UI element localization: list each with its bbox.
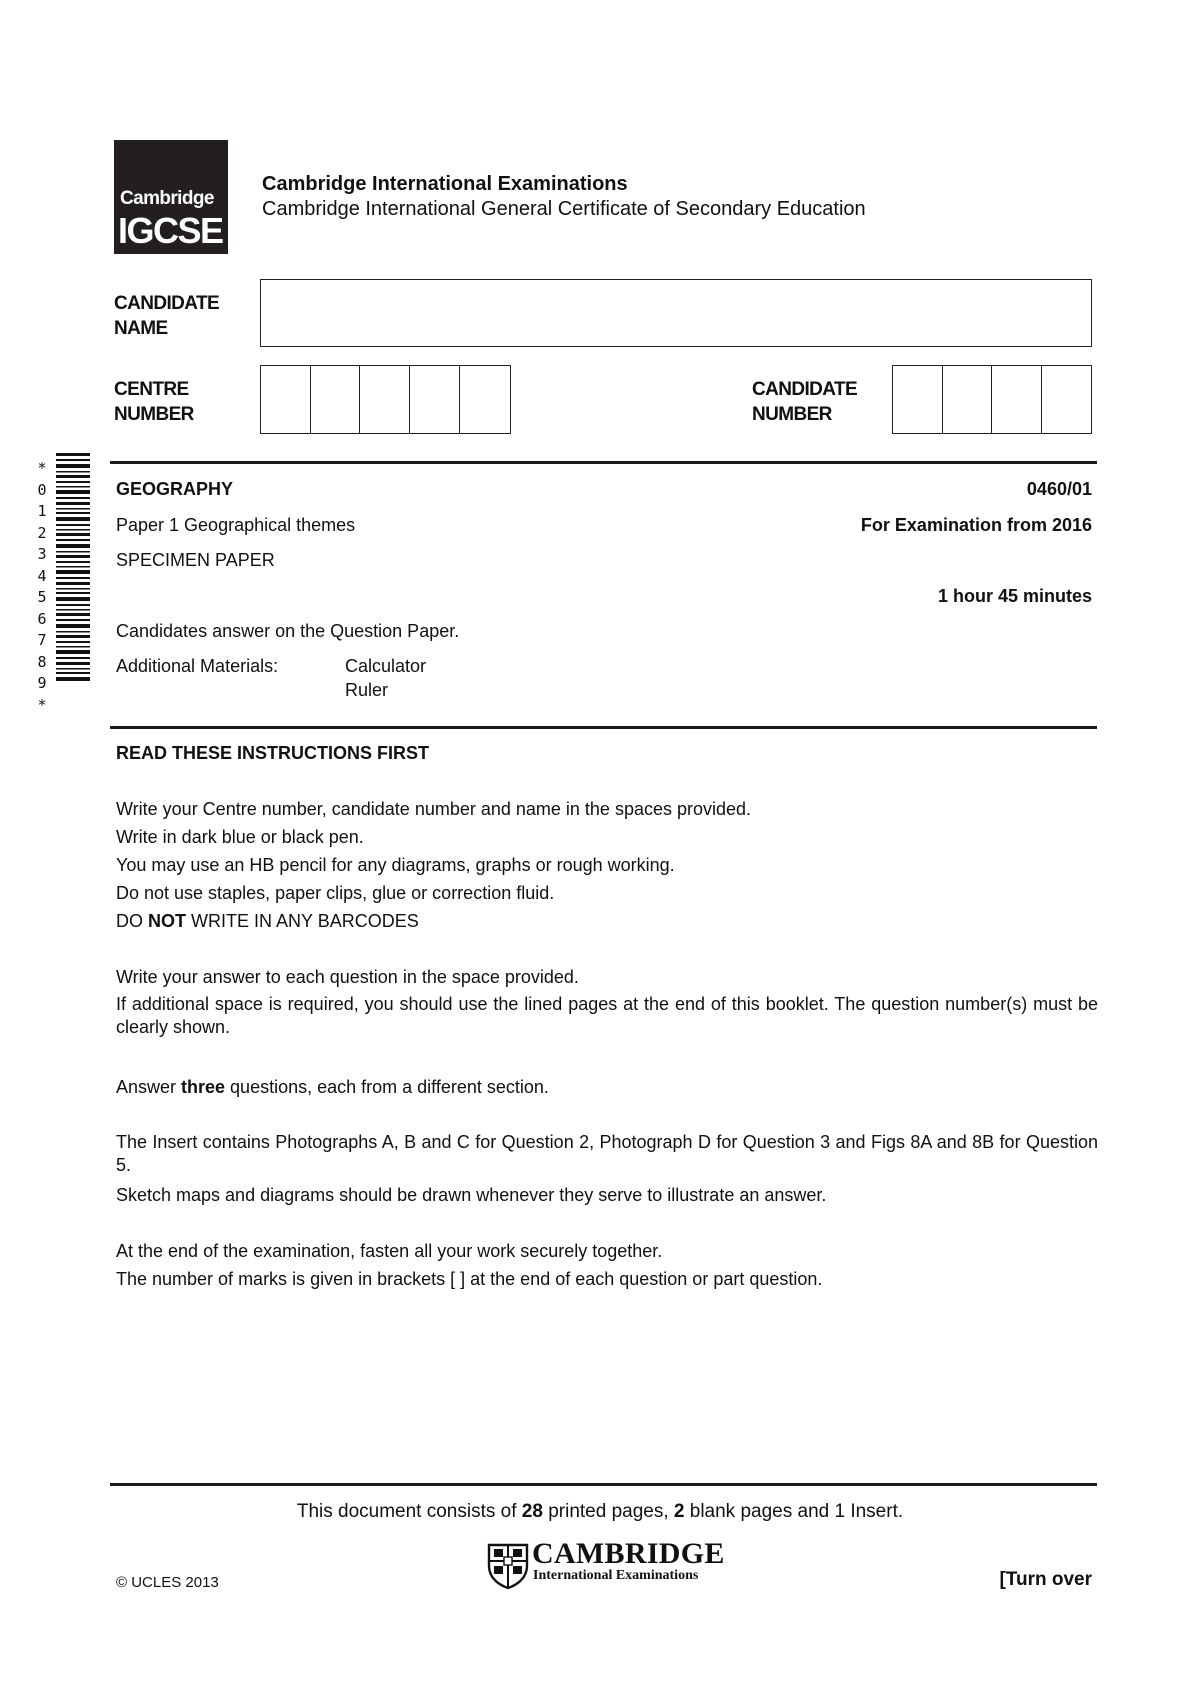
instruction-line: Write in dark blue or black pen.: [116, 827, 364, 847]
logo-igcse-text: IGCSE: [118, 210, 223, 251]
instruction-line: Write your answer to each question in the space provided.: [116, 967, 579, 987]
instruction-line: The number of marks is given in brackets [ ] at the end of each question or part question.: [116, 1269, 823, 1289]
answer-three-instruction: Answer three questions, each from a different section.: [116, 1077, 549, 1097]
material-item: Calculator: [345, 656, 427, 676]
answer-on: Candidates answer on the Question Paper.: [116, 621, 460, 641]
barcode-instruction: DO NOT WRITE IN ANY BARCODES: [116, 911, 419, 931]
candidate-digit-box[interactable]: [1042, 366, 1092, 433]
divider-rule: [110, 461, 1097, 464]
divider-rule: [110, 1483, 1097, 1486]
instruction-paragraph: If additional space is required, you should use the lined pages at the end of this booklet. The question number(s) must be clearly shown.: [116, 994, 1098, 1037]
centre-digit-box[interactable]: [360, 366, 410, 433]
candidate-number-label: CANDIDATE NUMBER: [752, 379, 858, 425]
barcode-digits: * 0 1 2 3 4 5 6 7 8 9 *: [37, 459, 47, 714]
instruction-line: At the end of the examination, fasten all your work securely together.: [116, 1241, 663, 1261]
candidate-name-field[interactable]: [260, 279, 1092, 347]
centre-digit-box[interactable]: [311, 366, 361, 433]
exam-board: Cambridge International Examinations: [262, 173, 628, 195]
turn-over: [Turn over: [999, 1569, 1092, 1590]
specimen-label: SPECIMEN PAPER: [116, 550, 275, 570]
instruction-line: Write your Centre number, candidate number and name in the spaces provided.: [116, 799, 752, 819]
candidate-name-label: CANDIDATE NAME: [114, 293, 220, 339]
duration: 1 hour 45 minutes: [937, 586, 1092, 606]
subject-title: GEOGRAPHY: [116, 479, 234, 499]
copyright: © UCLES 2013: [116, 1574, 219, 1591]
paper-title: Paper 1 Geographical themes: [116, 515, 356, 535]
instruction-line: Do not use staples, paper clips, glue or correction fluid.: [116, 883, 555, 903]
centre-number-field[interactable]: [260, 365, 511, 434]
candidate-digit-box[interactable]: [943, 366, 993, 433]
candidate-number-field[interactable]: [892, 365, 1092, 434]
instruction-line: Sketch maps and diagrams should be drawn whenever they serve to illustrate an answer.: [116, 1185, 827, 1205]
barcode-icon: [56, 453, 90, 681]
document-page-count: This document consists of 28 printed pages, 2 blank pages and 1 Insert.: [296, 1501, 904, 1522]
candidate-digit-box[interactable]: [893, 366, 943, 433]
candidate-digit-box[interactable]: [992, 366, 1042, 433]
logo-cambridge-text: Cambridge: [120, 188, 214, 209]
cie-wordmark: International Examinations: [533, 1568, 699, 1583]
centre-digit-box[interactable]: [410, 366, 461, 433]
paper-code: 0460/01: [1026, 479, 1092, 499]
instruction-line: You may use an HB pencil for any diagrams, graphs or rough working.: [116, 855, 675, 875]
divider-rule: [110, 726, 1097, 729]
materials-label: Additional Materials:: [116, 656, 279, 676]
cambridge-crest-icon: [486, 1542, 530, 1590]
insert-instruction: The Insert contains Photographs A, B and C for Question 2, Photograph D for Question 3 and Figs 8A and 8B for Question 5.: [116, 1132, 1098, 1175]
cambridge-igcse-logo: [114, 140, 228, 254]
material-item: Ruler: [345, 680, 389, 700]
centre-digit-box[interactable]: [460, 366, 510, 433]
centre-digit-box[interactable]: [261, 366, 311, 433]
instructions-heading: READ THESE INSTRUCTIONS FIRST: [116, 743, 430, 763]
qualification: Cambridge International General Certificate of Secondary Education: [262, 198, 866, 220]
exam-from: For Examination from 2016: [860, 515, 1092, 535]
cambridge-wordmark: CAMBRIDGE: [532, 1537, 725, 1570]
centre-number-label: CENTRE NUMBER: [114, 379, 194, 425]
